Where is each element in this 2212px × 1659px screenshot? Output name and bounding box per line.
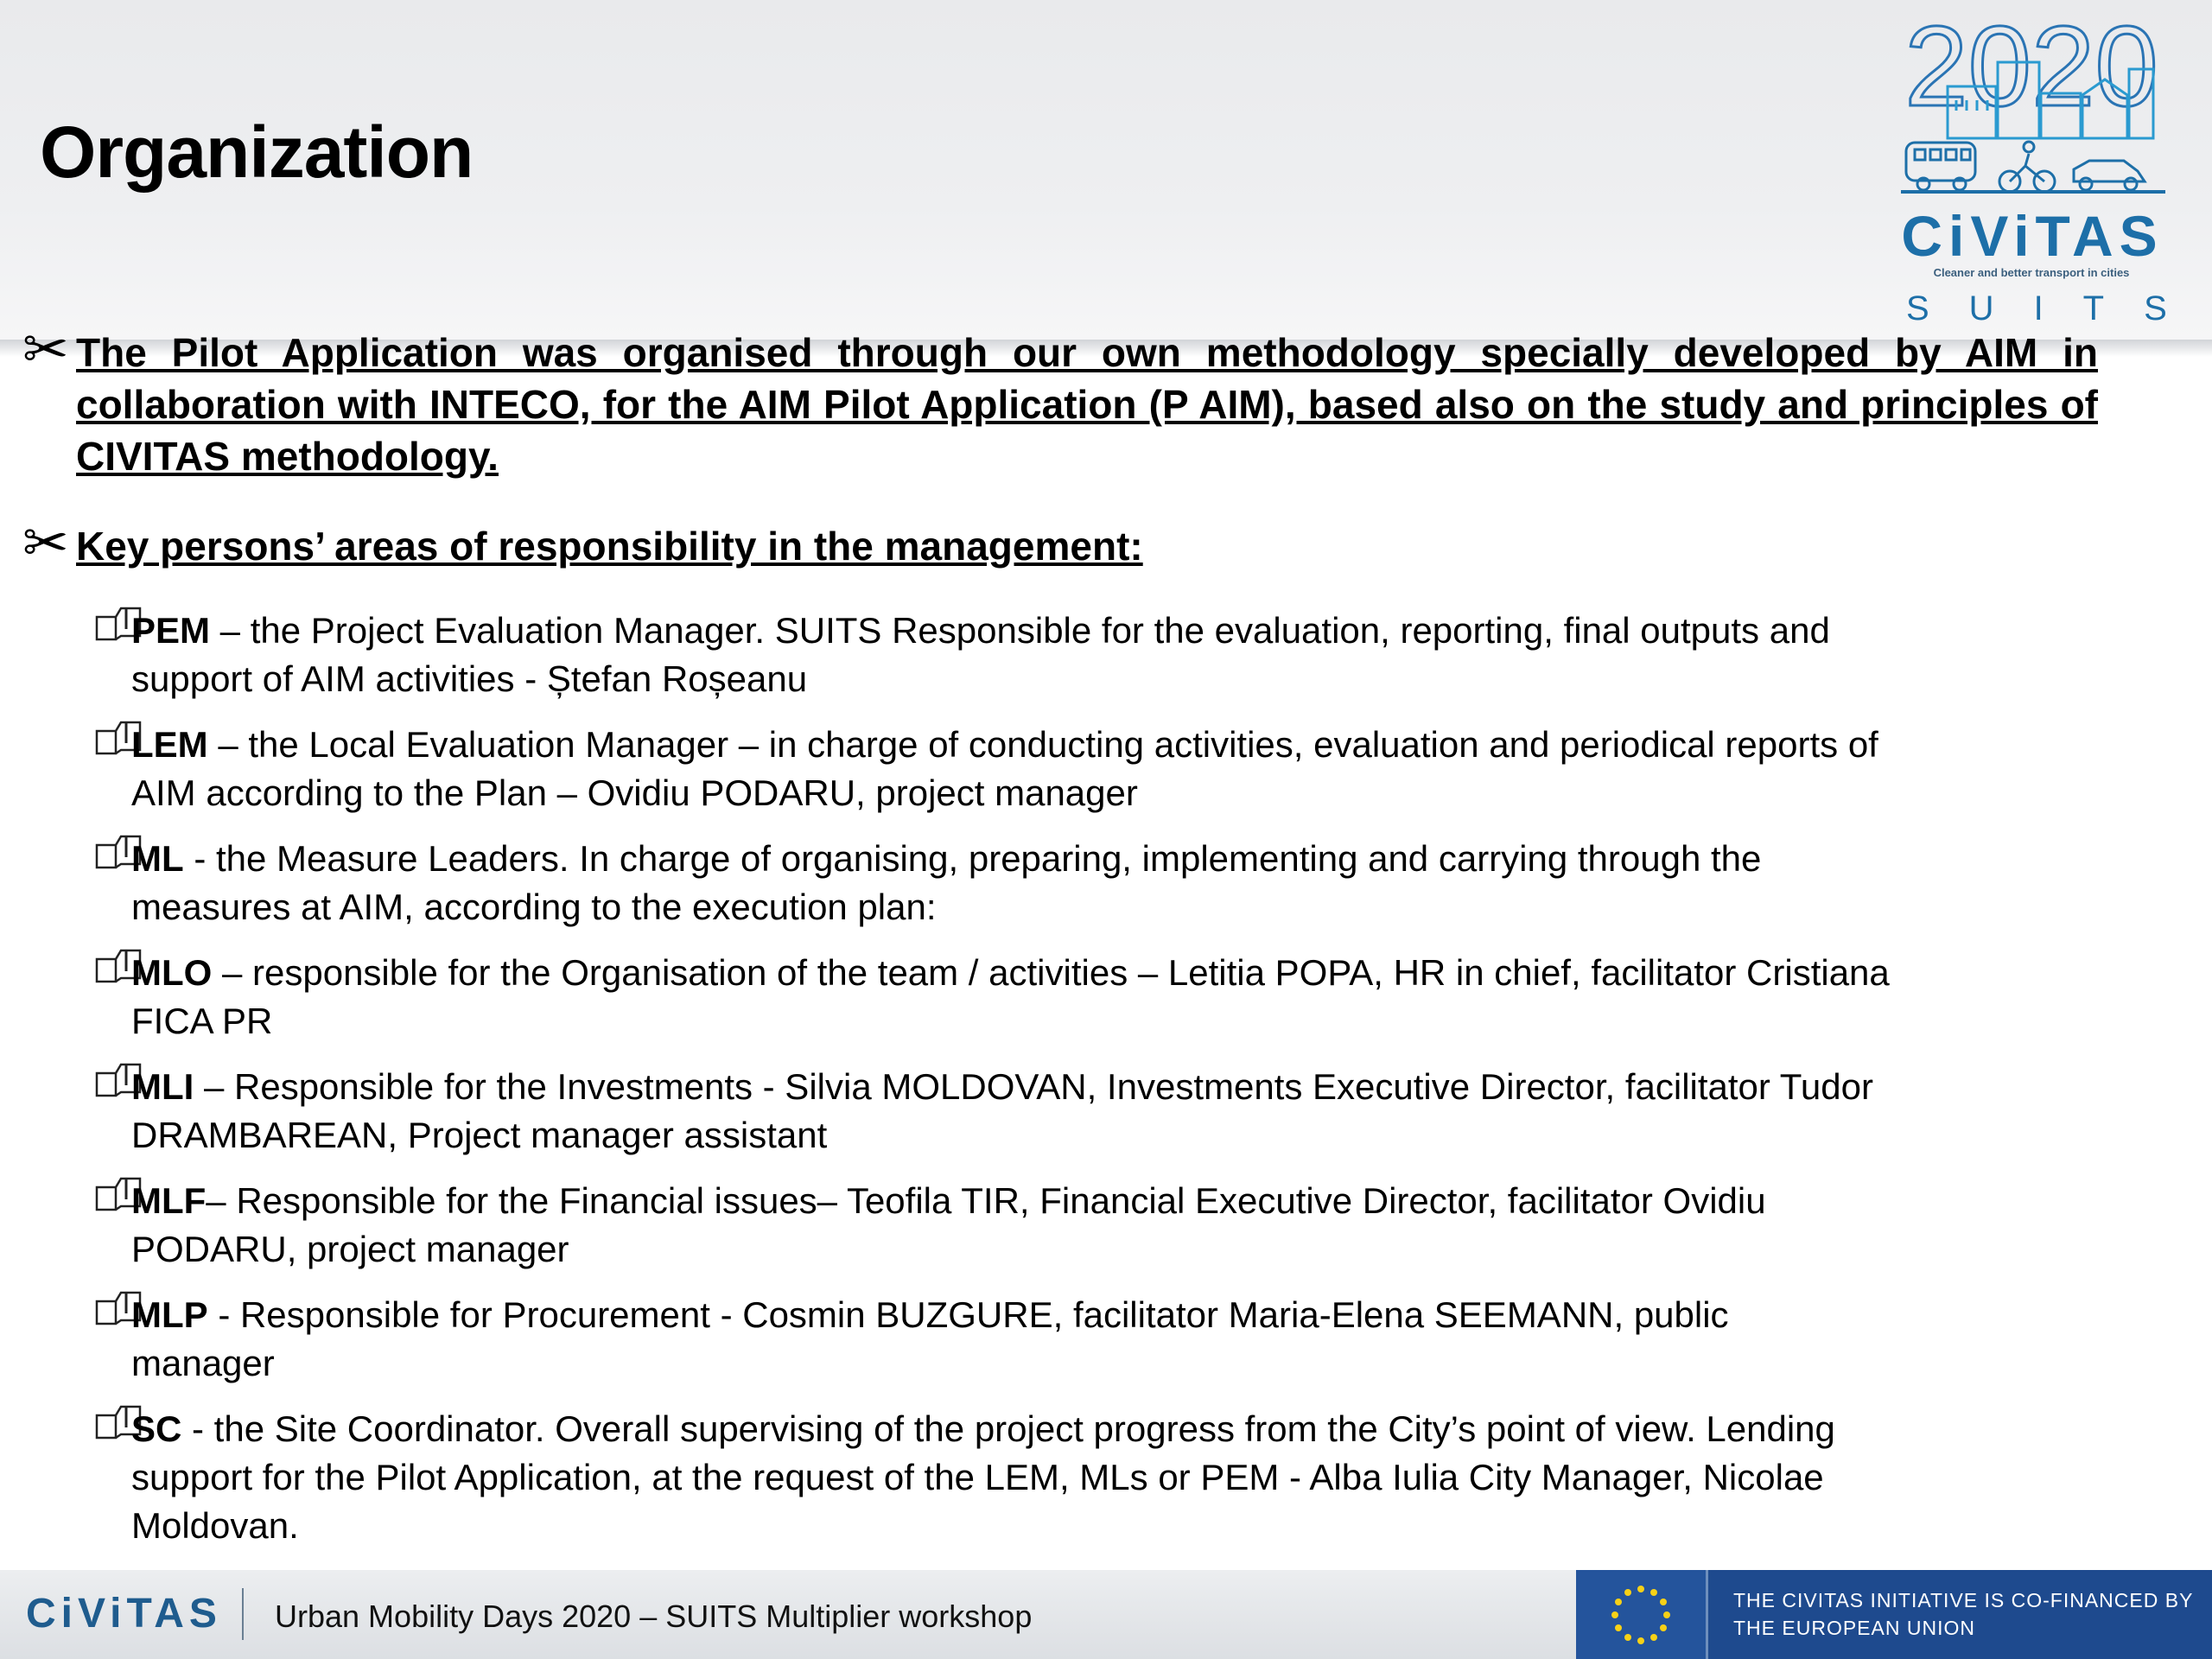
- footer-event-text: Urban Mobility Days 2020 – SUITS Multiplier workshop: [275, 1599, 1033, 1634]
- logo-civitas-wordmark: CiViTAS: [1901, 204, 2164, 268]
- eu-flag-icon: [1576, 1570, 1706, 1659]
- list-item-pem: [131, 607, 2119, 703]
- role-description: – the Local Evaluation Manager – in charge of conducting activities, evaluation and periodical reports of: [207, 724, 1878, 765]
- role-term: PEM: [131, 610, 211, 651]
- list-item-mlp: [131, 1291, 2119, 1388]
- role-term: SC: [131, 1408, 182, 1449]
- role-description-cont: support for the Pilot Application, at the request of the LEM, MLs or PEM - Alba Iulia City Manager, Nicolae: [131, 1457, 1824, 1497]
- role-description: – Responsible for the Financial issues– Teofila TIR, Financial Executive Director, facilitator Ovidiu: [206, 1180, 1766, 1221]
- role-description-cont: support of AIM activities - Ștefan Roșeanu: [131, 658, 808, 699]
- role-description: - the Measure Leaders. In charge of organising, preparing, implementing and carrying through the: [183, 838, 1762, 879]
- civitas-suits-logo: [1889, 9, 2207, 328]
- eu-cofinance-text: [1733, 1586, 2200, 1642]
- logo-suits-wordmark: SUITS: [1906, 289, 2207, 327]
- list-item-sc: [131, 1405, 2119, 1550]
- role-description-cont: Moldovan.: [131, 1505, 299, 1546]
- role-description: – the Project Evaluation Manager. SUITS Responsible for the evaluation, reporting, final outputs and: [210, 610, 1830, 651]
- role-description: – responsible for the Organisation of the team / activities – Letitia POPA, HR in chief, facilitator Cristiana: [212, 952, 1890, 993]
- list-item-mlf: [131, 1177, 2119, 1274]
- role-description: - Responsible for Procurement - Cosmin BUZGURE, facilitator Maria-Elena SEEMANN, public: [207, 1294, 1729, 1335]
- role-description-cont: measures at AIM, according to the execution plan:: [131, 887, 937, 927]
- logo-year: 2020: [1904, 9, 2158, 130]
- role-description-cont: PODARU, project manager: [131, 1229, 569, 1269]
- main-bullet-key-persons: Key persons’ areas of responsibility in the management:: [76, 524, 1143, 569]
- list-item-mlo: [131, 949, 2119, 1046]
- city-skyline-logo-graphic: [1889, 9, 2174, 203]
- role-description-cont: manager: [131, 1343, 275, 1383]
- role-description: – Responsible for the Investments - Silvia MOLDOVAN, Investments Executive Director, facilitator Tudor: [194, 1066, 1873, 1107]
- role-description-cont: AIM according to the Plan – Ovidiu PODARU, project manager: [131, 772, 1138, 813]
- main-bullet-methodology: The Pilot Application was organised through our own methodology specially developed by AIM in collaboration with INTECO, for the AIM Pilot Application (P AIM), based also on the study and principles of CIVITAS methodology.: [76, 330, 2098, 479]
- footer-civitas-logo: CiViTAS: [26, 1591, 222, 1637]
- slide-title: Organization: [40, 111, 474, 193]
- role-description-cont: FICA PR: [131, 1001, 273, 1041]
- role-term: MLP: [131, 1294, 208, 1335]
- eu-text-line2: THE EUROPEAN UNION: [1733, 1617, 1975, 1639]
- list-item-ml: [131, 835, 2119, 931]
- role-description: - the Site Coordinator. Overall supervising of the project progress from the City’s point of view. Lending: [181, 1408, 1835, 1449]
- role-term: LEM: [131, 724, 208, 765]
- logo-tagline: Cleaner and better transport in cities: [1933, 266, 2130, 279]
- role-term: MLF: [131, 1180, 207, 1221]
- footer-divider: [242, 1588, 244, 1640]
- list-item-lem: [131, 721, 2119, 817]
- role-term: MLO: [131, 952, 213, 993]
- eu-text-line1: THE CIVITAS INITIATIVE IS CO-FINANCED BY: [1733, 1589, 2194, 1611]
- eu-divider: [1706, 1570, 1708, 1659]
- list-item-mli: [131, 1063, 2119, 1160]
- role-description-cont: DRAMBAREAN, Project manager assistant: [131, 1115, 828, 1155]
- role-term: ML: [131, 838, 184, 879]
- scissors-icon: ✂: [22, 512, 69, 574]
- scissors-icon: ✂: [22, 318, 69, 380]
- role-term: MLI: [131, 1066, 194, 1107]
